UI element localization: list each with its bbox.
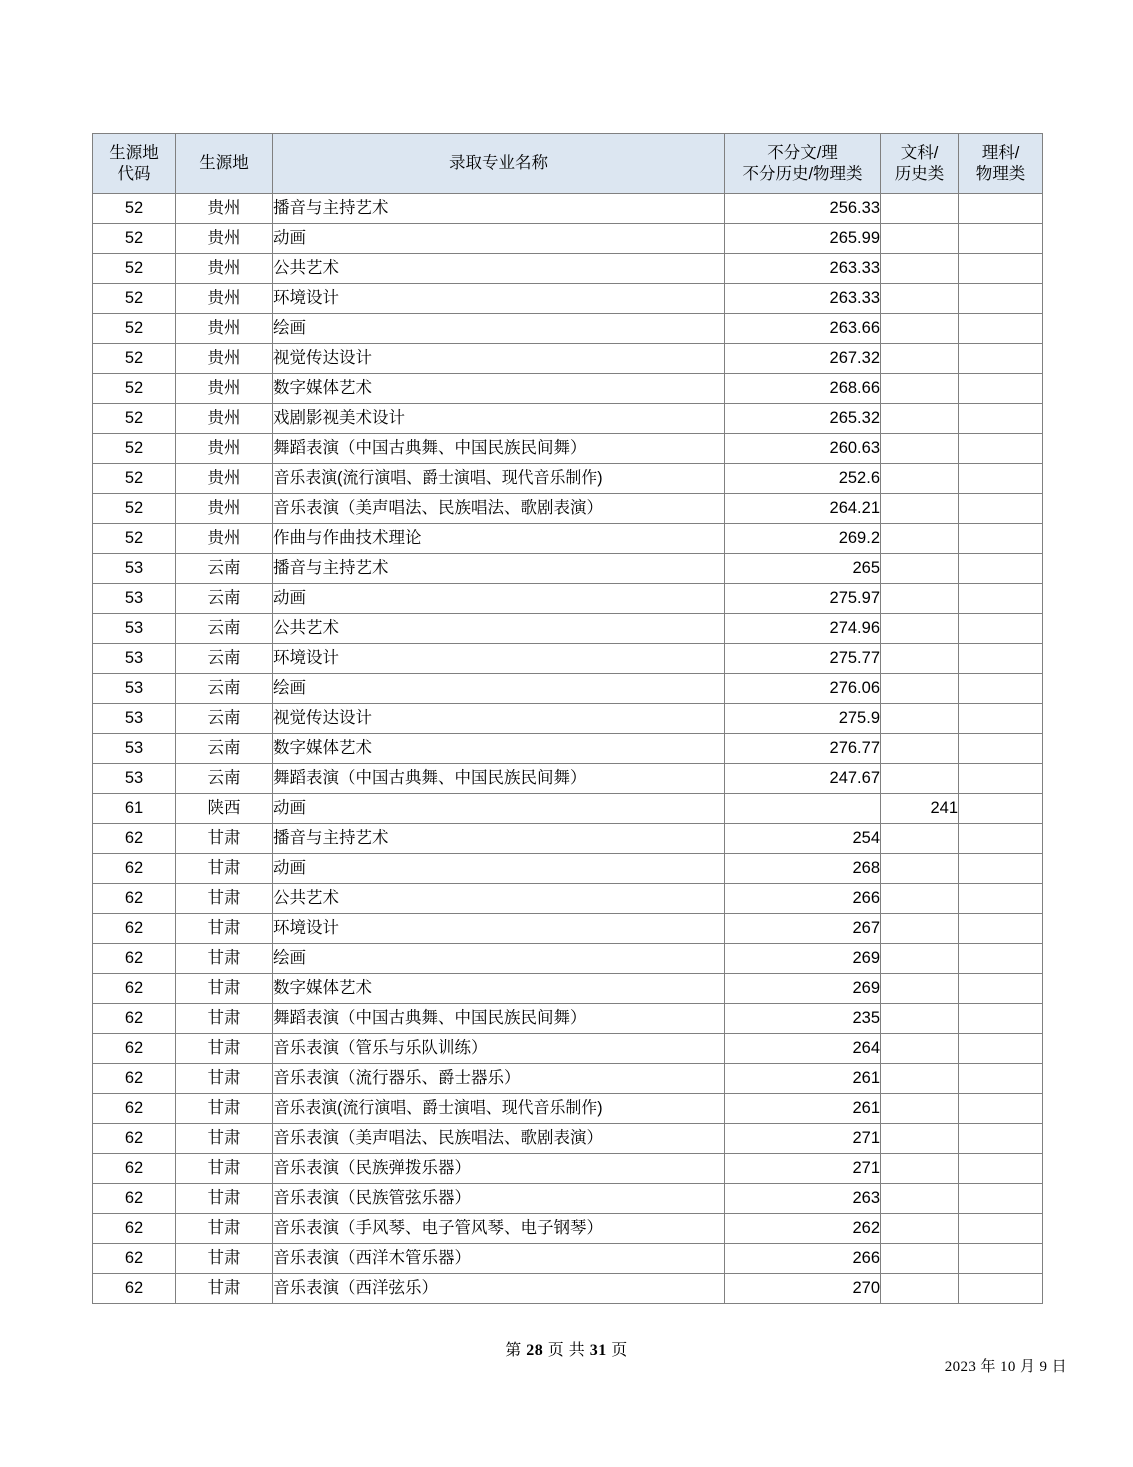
cell-source-region: 云南	[176, 734, 273, 764]
page-current-number: 28	[526, 1342, 544, 1359]
cell-source-code: 62	[93, 974, 176, 1004]
cell-score-liberal-arts	[881, 1184, 959, 1214]
table-row	[93, 1064, 1043, 1094]
table-row	[93, 824, 1043, 854]
cell-source-region: 贵州	[176, 524, 273, 554]
cell-source-region: 甘肃	[176, 944, 273, 974]
cell-source-code: 62	[93, 1154, 176, 1184]
cell-major-name: 播音与主持艺术	[273, 194, 725, 224]
cell-major-name: 视觉传达设计	[273, 704, 725, 734]
cell-source-region: 贵州	[176, 254, 273, 284]
cell-score-no-division: 261	[725, 1064, 881, 1094]
cell-source-code: 62	[93, 1004, 176, 1034]
cell-source-code: 62	[93, 854, 176, 884]
cell-source-region: 云南	[176, 614, 273, 644]
cell-source-region: 甘肃	[176, 1124, 273, 1154]
table-header-row	[93, 134, 1043, 194]
cell-score-no-division: 269	[725, 974, 881, 1004]
cell-source-code: 62	[93, 914, 176, 944]
cell-source-code: 62	[93, 1034, 176, 1064]
cell-score-no-division: 267	[725, 914, 881, 944]
cell-score-no-division: 247.67	[725, 764, 881, 794]
cell-score-no-division: 252.6	[725, 464, 881, 494]
cell-major-name: 音乐表演（民族管弦乐器）	[273, 1184, 725, 1214]
cell-score-science	[959, 944, 1043, 974]
table-row	[93, 1184, 1043, 1214]
cell-source-region: 贵州	[176, 224, 273, 254]
cell-score-science	[959, 674, 1043, 704]
cell-major-name: 动画	[273, 224, 725, 254]
cell-major-name: 公共艺术	[273, 884, 725, 914]
cell-source-code: 62	[93, 1274, 176, 1304]
cell-major-name: 视觉传达设计	[273, 344, 725, 374]
table-row	[93, 254, 1043, 284]
cell-source-code: 53	[93, 584, 176, 614]
table-body	[93, 194, 1043, 1304]
cell-major-name: 作曲与作曲技术理论	[273, 524, 725, 554]
column-header-no-division-line1: 不分文/理	[767, 143, 838, 162]
table-row	[93, 704, 1043, 734]
cell-source-code: 62	[93, 1124, 176, 1154]
table-row	[93, 314, 1043, 344]
cell-score-science	[959, 1064, 1043, 1094]
cell-score-liberal-arts	[881, 974, 959, 1004]
cell-source-code: 53	[93, 674, 176, 704]
cell-source-region: 云南	[176, 554, 273, 584]
document-date: 2023 年 10 月 9 日	[944, 1359, 1067, 1375]
cell-score-science	[959, 464, 1043, 494]
cell-score-no-division: 276.77	[725, 734, 881, 764]
table-row	[93, 374, 1043, 404]
table-row	[93, 884, 1043, 914]
cell-score-science	[959, 1244, 1043, 1274]
cell-source-code: 52	[93, 344, 176, 374]
cell-score-science	[959, 614, 1043, 644]
page-suffix-label: 页	[611, 1342, 628, 1359]
table-row	[93, 404, 1043, 434]
cell-score-science	[959, 644, 1043, 674]
column-header-science-line2: 物理类	[975, 164, 1026, 183]
cell-score-no-division: 256.33	[725, 194, 881, 224]
cell-source-region: 甘肃	[176, 1214, 273, 1244]
table-row	[93, 1274, 1043, 1304]
page-middle-label: 页 共	[547, 1342, 586, 1359]
cell-score-science	[959, 194, 1043, 224]
column-header-major-name: 录取专业名称	[273, 134, 725, 194]
cell-score-science	[959, 314, 1043, 344]
cell-score-no-division: 269	[725, 944, 881, 974]
cell-score-science	[959, 1214, 1043, 1244]
cell-source-region: 贵州	[176, 494, 273, 524]
table-row	[93, 194, 1043, 224]
cell-major-name: 音乐表演(流行演唱、爵士演唱、现代音乐制作)	[273, 464, 709, 494]
cell-score-liberal-arts	[881, 614, 959, 644]
cell-score-science	[959, 704, 1043, 734]
column-header-no-division	[725, 134, 881, 194]
cell-source-region: 甘肃	[176, 824, 273, 854]
cell-source-code: 62	[93, 1094, 176, 1124]
cell-score-science	[959, 794, 1043, 824]
cell-score-no-division: 275.97	[725, 584, 881, 614]
cell-score-liberal-arts	[881, 284, 959, 314]
cell-score-science	[959, 284, 1043, 314]
cell-major-name: 数字媒体艺术	[273, 734, 725, 764]
cell-source-region: 甘肃	[176, 1034, 273, 1064]
cell-score-no-division: 271	[725, 1154, 881, 1184]
cell-source-region: 陕西	[176, 794, 273, 824]
cell-score-no-division: 262	[725, 1214, 881, 1244]
cell-major-name: 播音与主持艺术	[273, 824, 725, 854]
cell-score-no-division: 268.66	[725, 374, 881, 404]
cell-source-region: 贵州	[176, 344, 273, 374]
cell-score-no-division: 265	[725, 554, 881, 584]
cell-major-name: 公共艺术	[273, 254, 725, 284]
cell-score-liberal-arts	[881, 404, 959, 434]
column-header-liberal-arts-line1: 文科/	[900, 143, 939, 162]
cell-score-science	[959, 1034, 1043, 1064]
cell-major-name: 数字媒体艺术	[273, 374, 725, 404]
cell-score-science	[959, 584, 1043, 614]
cell-source-code: 53	[93, 704, 176, 734]
cell-score-science	[959, 374, 1043, 404]
cell-score-no-division: 254	[725, 824, 881, 854]
cell-score-science	[959, 554, 1043, 584]
cell-major-name: 音乐表演（手风琴、电子管风琴、电子钢琴）	[273, 1214, 725, 1244]
cell-score-liberal-arts	[881, 704, 959, 734]
cell-source-region: 贵州	[176, 314, 273, 344]
cell-score-liberal-arts: 241	[881, 794, 959, 824]
cell-source-code: 62	[93, 1064, 176, 1094]
cell-score-no-division: 261	[725, 1094, 881, 1124]
column-header-science-line1: 理科/	[981, 143, 1020, 162]
cell-source-region: 甘肃	[176, 884, 273, 914]
cell-source-code: 52	[93, 434, 176, 464]
cell-score-liberal-arts	[881, 554, 959, 584]
cell-major-name: 环境设计	[273, 284, 725, 314]
page-total-number: 31	[589, 1342, 607, 1359]
cell-source-region: 甘肃	[176, 1004, 273, 1034]
column-header-source-code	[93, 134, 176, 194]
cell-score-no-division: 235	[725, 1004, 881, 1034]
table-row	[93, 494, 1043, 524]
column-header-liberal-arts-line2: 历史类	[894, 164, 945, 183]
cell-score-liberal-arts	[881, 1094, 959, 1124]
cell-major-name: 音乐表演（美声唱法、民族唱法、歌剧表演）	[273, 1124, 725, 1154]
column-header-source-code-line2: 代码	[117, 164, 151, 183]
table-row	[93, 434, 1043, 464]
cell-source-region: 云南	[176, 764, 273, 794]
cell-score-liberal-arts	[881, 644, 959, 674]
cell-score-liberal-arts	[881, 464, 959, 494]
cell-source-code: 53	[93, 764, 176, 794]
cell-source-region: 甘肃	[176, 1094, 273, 1124]
column-header-liberal-arts	[881, 134, 959, 194]
cell-source-code: 62	[93, 1214, 176, 1244]
cell-major-name: 音乐表演（流行器乐、爵士器乐）	[273, 1064, 725, 1094]
cell-source-code: 62	[93, 1184, 176, 1214]
cell-score-no-division: 269.2	[725, 524, 881, 554]
table-row	[93, 614, 1043, 644]
cell-major-name: 环境设计	[273, 644, 725, 674]
table-row	[93, 974, 1043, 1004]
cell-score-science	[959, 734, 1043, 764]
cell-major-name: 播音与主持艺术	[273, 554, 725, 584]
table-row	[93, 584, 1043, 614]
cell-score-no-division: 266	[725, 884, 881, 914]
cell-score-science	[959, 854, 1043, 884]
cell-major-name: 音乐表演（美声唱法、民族唱法、歌剧表演）	[273, 494, 725, 524]
cell-major-name: 舞蹈表演（中国古典舞、中国民族民间舞）	[273, 764, 725, 794]
cell-major-name: 绘画	[273, 674, 725, 704]
cell-score-no-division: 265.99	[725, 224, 881, 254]
table-row	[93, 464, 1043, 494]
cell-major-name: 绘画	[273, 944, 725, 974]
cell-source-code: 53	[93, 734, 176, 764]
cell-score-science	[959, 1154, 1043, 1184]
cell-score-science	[959, 884, 1043, 914]
cell-major-name: 音乐表演（管乐与乐队训练）	[273, 1034, 725, 1064]
cell-score-liberal-arts	[881, 1064, 959, 1094]
cell-source-code: 52	[93, 284, 176, 314]
cell-score-liberal-arts	[881, 1124, 959, 1154]
cell-source-code: 52	[93, 374, 176, 404]
cell-source-code: 52	[93, 254, 176, 284]
cell-score-liberal-arts	[881, 314, 959, 344]
cell-score-science	[959, 434, 1043, 464]
cell-score-science	[959, 764, 1043, 794]
cell-score-liberal-arts	[881, 524, 959, 554]
cell-score-no-division: 265.32	[725, 404, 881, 434]
cell-score-science	[959, 524, 1043, 554]
cell-score-no-division: 266	[725, 1244, 881, 1274]
cell-source-code: 52	[93, 494, 176, 524]
admission-score-table	[92, 133, 1043, 1304]
table-row	[93, 344, 1043, 374]
table-row	[93, 674, 1043, 704]
cell-score-no-division: 263	[725, 1184, 881, 1214]
cell-score-liberal-arts	[881, 194, 959, 224]
cell-major-name: 舞蹈表演（中国古典舞、中国民族民间舞）	[273, 434, 725, 464]
cell-score-liberal-arts	[881, 1004, 959, 1034]
cell-score-liberal-arts	[881, 854, 959, 884]
cell-score-liberal-arts	[881, 1274, 959, 1304]
cell-major-name: 戏剧影视美术设计	[273, 404, 725, 434]
cell-source-region: 贵州	[176, 194, 273, 224]
cell-score-no-division: 274.96	[725, 614, 881, 644]
cell-score-no-division: 270	[725, 1274, 881, 1304]
cell-score-liberal-arts	[881, 1244, 959, 1274]
table-row	[93, 1004, 1043, 1034]
cell-score-liberal-arts	[881, 944, 959, 974]
cell-score-liberal-arts	[881, 1154, 959, 1184]
cell-source-region: 甘肃	[176, 1244, 273, 1274]
cell-score-liberal-arts	[881, 584, 959, 614]
cell-score-no-division: 275.9	[725, 704, 881, 734]
cell-source-code: 62	[93, 944, 176, 974]
cell-major-name: 公共艺术	[273, 614, 725, 644]
cell-score-no-division: 263.66	[725, 314, 881, 344]
cell-score-liberal-arts	[881, 824, 959, 854]
cell-score-science	[959, 824, 1043, 854]
column-header-source-region: 生源地	[176, 134, 273, 194]
cell-score-liberal-arts	[881, 764, 959, 794]
cell-source-code: 52	[93, 404, 176, 434]
cell-major-name: 环境设计	[273, 914, 725, 944]
cell-score-no-division: 276.06	[725, 674, 881, 704]
table-row	[93, 1124, 1043, 1154]
cell-score-science	[959, 224, 1043, 254]
cell-score-science	[959, 1124, 1043, 1154]
cell-score-science	[959, 914, 1043, 944]
cell-source-code: 62	[93, 884, 176, 914]
cell-score-liberal-arts	[881, 254, 959, 284]
cell-score-liberal-arts	[881, 734, 959, 764]
cell-score-science	[959, 1184, 1043, 1214]
cell-major-name: 音乐表演（西洋弦乐）	[273, 1274, 725, 1304]
cell-source-code: 53	[93, 554, 176, 584]
cell-source-region: 贵州	[176, 434, 273, 464]
cell-source-code: 53	[93, 644, 176, 674]
cell-score-science	[959, 974, 1043, 1004]
cell-major-name: 数字媒体艺术	[273, 974, 725, 1004]
table-row	[93, 854, 1043, 884]
cell-score-science	[959, 254, 1043, 284]
cell-score-no-division: 275.77	[725, 644, 881, 674]
column-header-science	[959, 134, 1043, 194]
cell-score-no-division: 263.33	[725, 284, 881, 314]
cell-score-science	[959, 1274, 1043, 1304]
cell-source-region: 云南	[176, 584, 273, 614]
cell-source-region: 云南	[176, 674, 273, 704]
cell-score-no-division: 264.21	[725, 494, 881, 524]
cell-major-name: 音乐表演（民族弹拨乐器）	[273, 1154, 725, 1184]
cell-major-name: 音乐表演（西洋木管乐器）	[273, 1244, 725, 1274]
cell-score-liberal-arts	[881, 374, 959, 404]
cell-major-name: 动画	[273, 854, 725, 884]
cell-source-region: 甘肃	[176, 854, 273, 884]
page-prefix-label: 第	[505, 1342, 522, 1359]
table-row	[93, 644, 1043, 674]
cell-score-no-division: 263.33	[725, 254, 881, 284]
cell-score-science	[959, 404, 1043, 434]
table-row	[93, 1094, 1043, 1124]
cell-source-region: 甘肃	[176, 914, 273, 944]
table-row	[93, 944, 1043, 974]
cell-score-no-division: 260.63	[725, 434, 881, 464]
cell-source-region: 贵州	[176, 374, 273, 404]
cell-score-science	[959, 1094, 1043, 1124]
cell-source-region: 贵州	[176, 284, 273, 314]
cell-score-liberal-arts	[881, 344, 959, 374]
cell-source-code: 52	[93, 524, 176, 554]
cell-score-liberal-arts	[881, 884, 959, 914]
table-row	[93, 1214, 1043, 1244]
cell-score-science	[959, 494, 1043, 524]
cell-source-region: 甘肃	[176, 1154, 273, 1184]
cell-source-code: 52	[93, 464, 176, 494]
cell-source-region: 云南	[176, 644, 273, 674]
cell-major-name: 绘画	[273, 314, 725, 344]
cell-score-no-division	[725, 794, 881, 824]
cell-score-no-division: 267.32	[725, 344, 881, 374]
table-row	[93, 794, 1043, 824]
cell-score-science	[959, 344, 1043, 374]
cell-score-liberal-arts	[881, 914, 959, 944]
cell-source-region: 甘肃	[176, 1274, 273, 1304]
cell-source-region: 云南	[176, 704, 273, 734]
cell-source-code: 52	[93, 194, 176, 224]
cell-score-liberal-arts	[881, 1034, 959, 1064]
cell-score-liberal-arts	[881, 494, 959, 524]
table-header	[93, 134, 1043, 194]
cell-major-name: 动画	[273, 794, 725, 824]
cell-score-no-division: 268	[725, 854, 881, 884]
cell-source-code: 62	[93, 1244, 176, 1274]
table-row	[93, 914, 1043, 944]
cell-score-liberal-arts	[881, 1214, 959, 1244]
cell-source-code: 61	[93, 794, 176, 824]
cell-major-name: 舞蹈表演（中国古典舞、中国民族民间舞）	[273, 1004, 725, 1034]
table-row	[93, 1154, 1043, 1184]
admission-score-table-wrapper	[92, 133, 1042, 1304]
cell-major-name: 动画	[273, 584, 725, 614]
cell-major-name: 音乐表演(流行演唱、爵士演唱、现代音乐制作)	[273, 1094, 709, 1124]
table-row	[93, 734, 1043, 764]
cell-source-region: 贵州	[176, 464, 273, 494]
table-row	[93, 554, 1043, 584]
cell-score-no-division: 271	[725, 1124, 881, 1154]
table-row	[93, 1244, 1043, 1274]
column-header-source-code-line1: 生源地	[109, 143, 159, 162]
table-row	[93, 524, 1043, 554]
cell-score-liberal-arts	[881, 674, 959, 704]
cell-source-code: 52	[93, 224, 176, 254]
cell-score-no-division: 264	[725, 1034, 881, 1064]
cell-source-region: 贵州	[176, 404, 273, 434]
table-row	[93, 284, 1043, 314]
cell-source-code: 52	[93, 314, 176, 344]
table-row	[93, 224, 1043, 254]
cell-score-liberal-arts	[881, 224, 959, 254]
cell-source-region: 甘肃	[176, 974, 273, 1004]
cell-source-code: 53	[93, 614, 176, 644]
cell-source-region: 甘肃	[176, 1064, 273, 1094]
table-row	[93, 1034, 1043, 1064]
column-header-no-division-line2: 不分历史/物理类	[742, 164, 863, 183]
cell-score-liberal-arts	[881, 434, 959, 464]
cell-source-region: 甘肃	[176, 1184, 273, 1214]
cell-source-code: 62	[93, 824, 176, 854]
cell-score-science	[959, 1004, 1043, 1034]
table-row	[93, 764, 1043, 794]
